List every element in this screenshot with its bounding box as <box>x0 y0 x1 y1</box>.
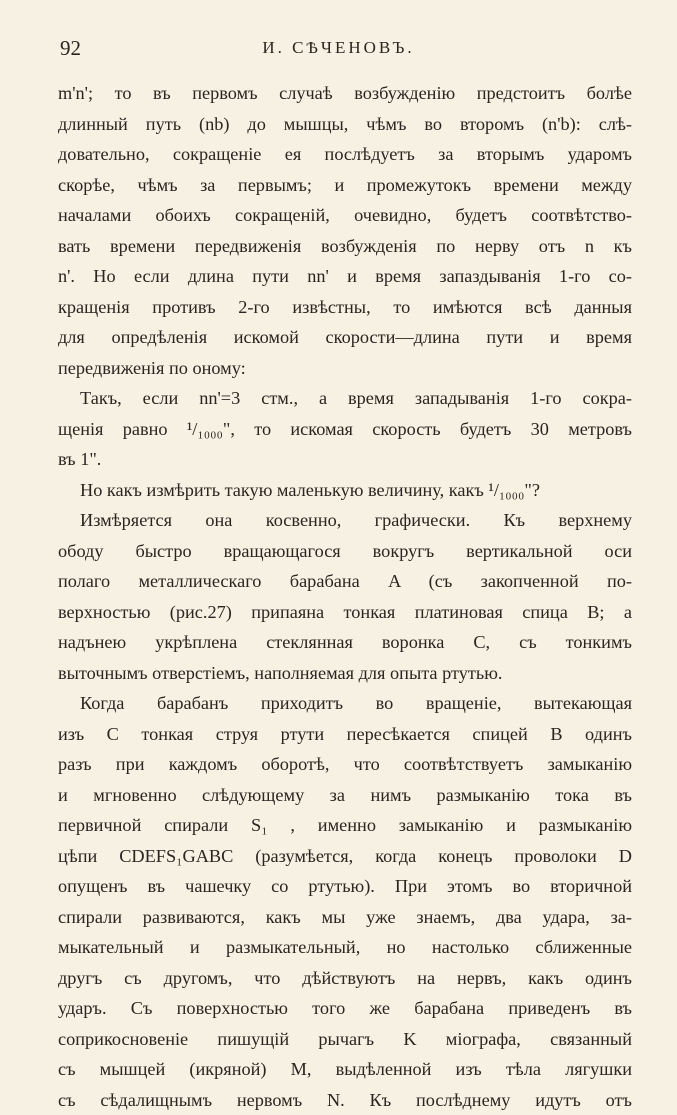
text-line: Измѣряется она косвенно, графически. Къ верхнему <box>58 505 632 536</box>
text-line: Такъ, если nn'=3 стм., а время западыванія 1-го сокра- <box>58 383 632 414</box>
text-line: m'n'; то въ первомъ случаѣ возбужденію предстоитъ болѣе <box>58 78 632 109</box>
text-line: n'. Но если длина пути nn' и время запаздыванія 1-го со- <box>58 261 632 292</box>
text-line: первичной спирали S₁ , именно замыканію и размыканію <box>58 810 632 841</box>
text-line: вать времени передвиженія возбужденія по нерву отъ n къ <box>58 231 632 262</box>
text-line: кращенія противъ 2-го извѣстны, то имѣются всѣ данныя <box>58 292 632 323</box>
text-line: щенія равно ¹/₁₀₀₀", то искомая скорость будетъ 30 метровъ <box>58 414 632 445</box>
text-line: для опредѣленія искомой скорости—длина пути и время <box>58 322 632 353</box>
text-line: другъ съ другомъ, что дѣйствуютъ на нервъ, какъ одинъ <box>58 963 632 994</box>
text-line: соприкосновеніе пишущій рычагъ K міографа, связанный <box>58 1024 632 1055</box>
page-number: 92 <box>60 36 81 61</box>
text-line: верхностью (рис.27) припаяна тонкая платиновая спица B; а <box>58 597 632 628</box>
text-line: началами обоихъ сокращеній, очевидно, будетъ соотвѣтство- <box>58 200 632 231</box>
text-line: Но какъ измѣрить такую маленькую величину, какъ ¹/₁₀₀₀"? <box>58 475 632 506</box>
text-line: ободу быстро вращающагося вокругъ вертикальной оси <box>58 536 632 567</box>
body-text <box>58 78 632 1115</box>
text-line: передвиженія по оному: <box>58 353 632 384</box>
text-line: мыкательный и размыкательный, но настолько сближенные <box>58 932 632 963</box>
text-line: спирали развиваются, какъ мы уже знаемъ, два удара, за- <box>58 902 632 933</box>
text-line: изъ C тонкая струя ртути пересѣкается спицей B одинъ <box>58 719 632 750</box>
text-line: довательно, сокращеніе ея послѣдуетъ за вторымъ ударомъ <box>58 139 632 170</box>
page-header <box>60 36 617 64</box>
text-line: съ сѣдалищнымъ нервомъ N. Къ послѣднему идутъ отъ <box>58 1085 632 1115</box>
text-line: полаго металлическаго барабана A (съ закопченной по- <box>58 566 632 597</box>
text-line: цѣпи CDEFS₁GABC (разумѣется, когда конецъ проволоки D <box>58 841 632 872</box>
text-line: длинный путь (nb) до мышцы, чѣмъ во второмъ (n'b): слѣ- <box>58 109 632 140</box>
text-line: выточнымъ отверстіемъ, наполняемая для опыта ртутью. <box>58 658 632 689</box>
text-line: ударъ. Съ поверхностью того же барабана приведенъ въ <box>58 993 632 1024</box>
text-line: въ 1". <box>58 444 632 475</box>
text-line: Когда барабанъ приходитъ во вращеніе, вытекающая <box>58 688 632 719</box>
running-head: И. СѢЧЕНОВЪ. <box>60 38 617 58</box>
text-line: опущенъ въ чашечку со ртутью). При этомъ во вторичной <box>58 871 632 902</box>
text-line: разъ при каждомъ оборотѣ, что соотвѣтствуетъ замыканію <box>58 749 632 780</box>
text-line: надънею укрѣплена стеклянная воронка C, съ тонкимъ <box>58 627 632 658</box>
text-line: и мгновенно слѣдующему за нимъ размыканію тока въ <box>58 780 632 811</box>
text-line: съ мышцей (икряной) M, выдѣленной изъ тѣла лягушки <box>58 1054 632 1085</box>
text-line: скорѣе, чѣмъ за первымъ; и промежутокъ времени между <box>58 170 632 201</box>
